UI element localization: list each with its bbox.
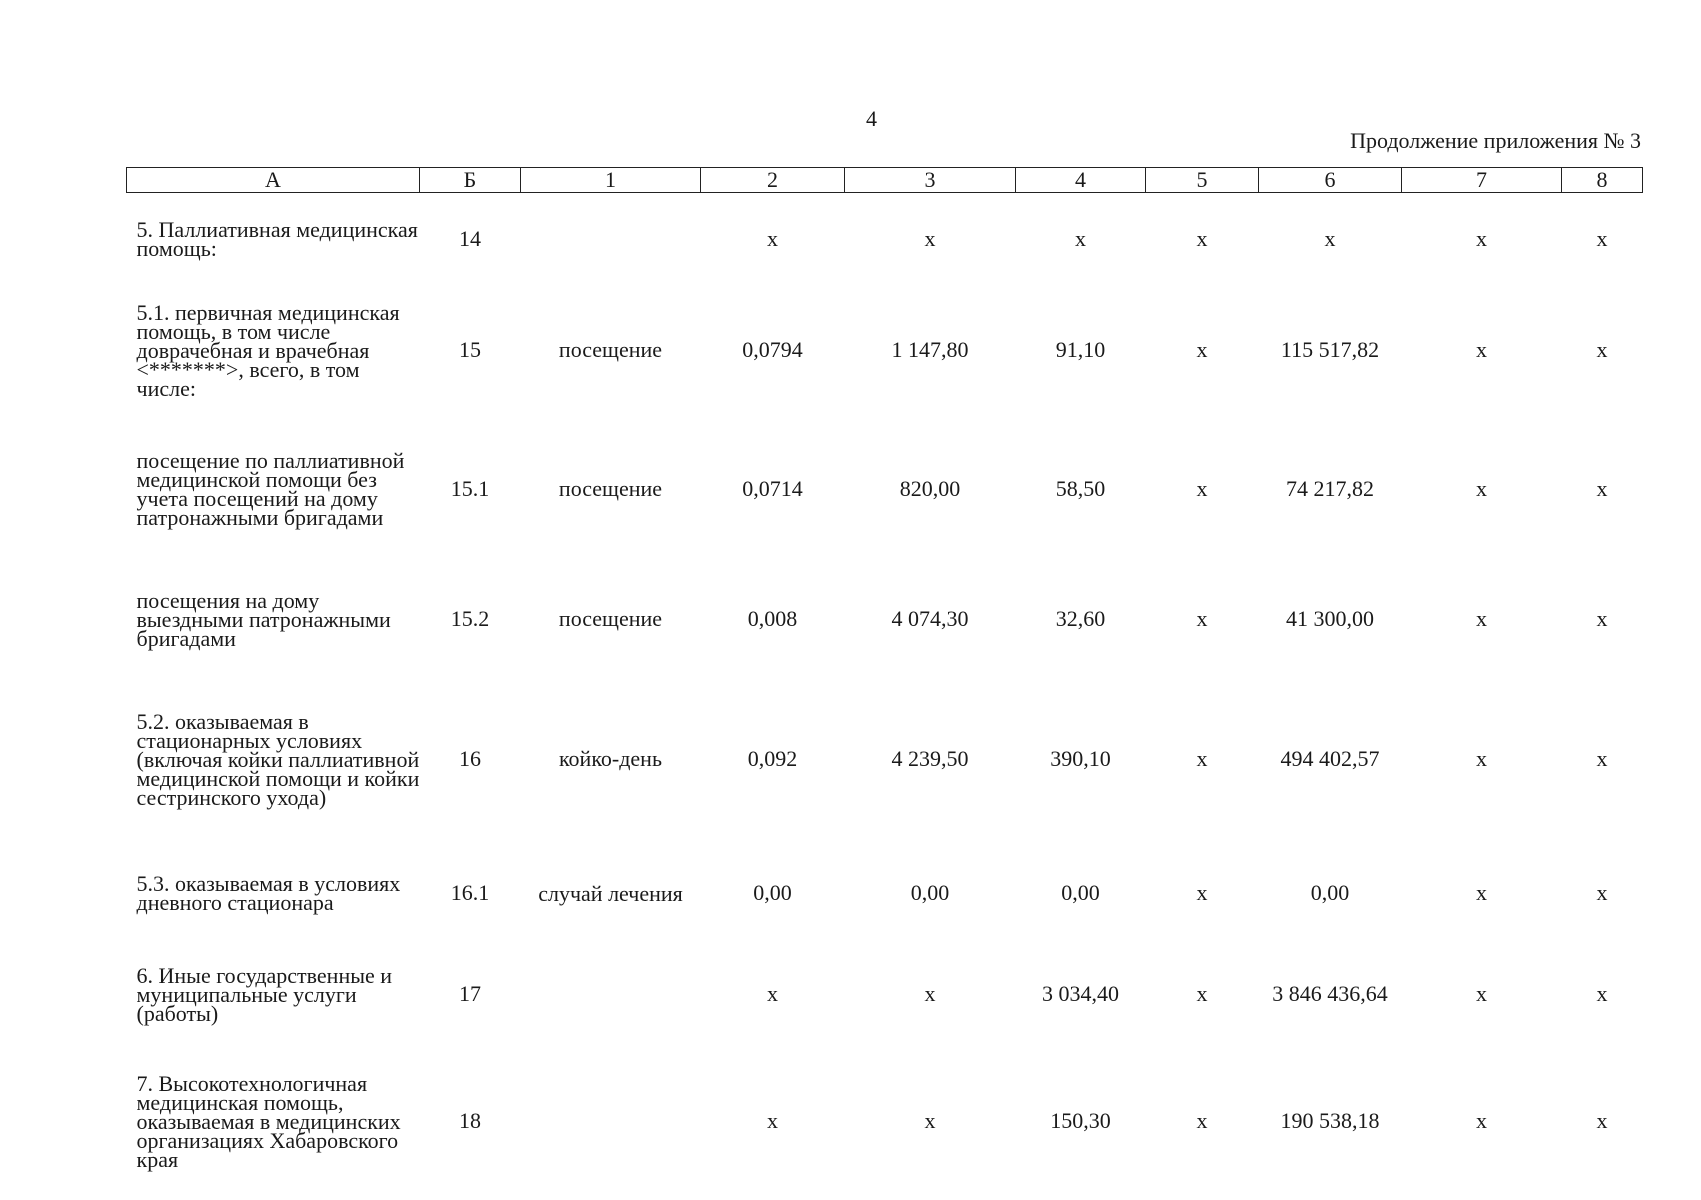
cell-col-4: 150,30 <box>1050 1108 1111 1133</box>
row-unit: посещение <box>558 337 663 362</box>
row-description: 5.3. оказываемая в условиях дневного стационара <box>136 871 401 915</box>
cell-col-7: x <box>1476 880 1487 905</box>
cell-col-3: 4 239,50 <box>891 746 969 771</box>
row-code: 17 <box>459 981 481 1006</box>
cell-col-4: x <box>1075 226 1086 251</box>
column-header: 1 <box>521 168 701 193</box>
cell-col-5: x <box>1196 606 1208 631</box>
table-row <box>127 285 1643 415</box>
cell-col-8: x <box>1596 981 1608 1006</box>
cell-col-2: 0,008 <box>747 606 798 631</box>
row-description: 6. Иные государственные и муниципальные услуги (работы) <box>136 962 393 1026</box>
cell-col-7: x <box>1476 606 1487 631</box>
cell-col-3: 1 147,80 <box>891 337 969 362</box>
cell-col-7: x <box>1476 337 1487 362</box>
row-code: 15.2 <box>450 606 490 631</box>
cell-col-7: x <box>1476 981 1487 1006</box>
cell-col-3: 820,00 <box>899 476 961 501</box>
cell-col-6: 190 538,18 <box>1280 1108 1380 1133</box>
cell-col-8: x <box>1596 880 1608 905</box>
table-header-row <box>127 168 1643 193</box>
cell-col-3: 0,00 <box>910 880 950 905</box>
table-row <box>127 843 1643 943</box>
continuation-label: Продолжение приложения № 3 <box>1350 128 1641 153</box>
data-table <box>126 167 1643 1197</box>
row-description: посещения на дому выездными патронажными бригадами <box>136 587 391 651</box>
row-unit: посещение <box>558 606 663 631</box>
cell-col-3: x <box>924 1108 936 1133</box>
cell-col-2: 0,0794 <box>742 337 803 362</box>
cell-col-2: x <box>767 226 778 251</box>
cell-col-3: 4 074,30 <box>891 606 969 631</box>
cell-col-4: 91,10 <box>1055 337 1106 362</box>
cell-col-7: x <box>1476 746 1487 771</box>
cell-col-6: 3 846 436,64 <box>1272 981 1388 1006</box>
cell-col-8: x <box>1596 606 1608 631</box>
column-header: 2 <box>701 168 845 193</box>
cell-col-2: 0,00 <box>753 880 792 905</box>
cell-col-6: x <box>1324 226 1336 251</box>
cell-col-2: 0,0714 <box>742 476 803 501</box>
cell-col-2: x <box>767 981 778 1006</box>
cell-col-6: 115 517,82 <box>1280 337 1380 362</box>
cell-col-6: 41 300,00 <box>1286 606 1374 631</box>
column-header: А <box>127 168 420 193</box>
cell-col-2: x <box>767 1108 778 1133</box>
cell-col-8: x <box>1596 337 1608 362</box>
table-row <box>127 1045 1643 1197</box>
row-unit <box>521 193 701 286</box>
cell-col-4: 0,00 <box>1061 880 1100 905</box>
page-number: 4 <box>866 106 877 131</box>
table-row <box>127 563 1643 675</box>
cell-col-5: x <box>1196 1108 1208 1133</box>
column-header: 8 <box>1562 168 1643 193</box>
column-header: 4 <box>1016 168 1146 193</box>
column-header: 7 <box>1402 168 1562 193</box>
cell-col-8: x <box>1596 226 1608 251</box>
table-row <box>127 675 1643 843</box>
cell-col-6: 494 402,57 <box>1280 746 1380 771</box>
cell-col-5: x <box>1196 746 1208 771</box>
row-description: 5.1. первичная медицинская помощь, в том числе доврачебная и врачебная <*******>, всего, в том числе: <box>136 299 400 401</box>
cell-col-5: x <box>1196 226 1208 251</box>
row-description: посещение по паллиативной медицинской помощи без учета посещений на дому патронажными бригадами <box>136 448 405 530</box>
row-code: 14 <box>459 226 481 251</box>
cell-col-8: x <box>1596 1108 1608 1133</box>
cell-col-4: 32,60 <box>1055 606 1106 631</box>
column-header: 5 <box>1146 168 1259 193</box>
cell-col-5: x <box>1196 981 1208 1006</box>
row-unit: случай лечения <box>538 880 683 906</box>
column-header: Б <box>420 168 521 193</box>
table-row <box>127 415 1643 563</box>
cell-col-2: 0,092 <box>747 746 798 771</box>
cell-col-4: 390,10 <box>1050 746 1111 771</box>
cell-col-7: x <box>1476 476 1487 501</box>
row-code: 15.1 <box>450 476 490 501</box>
cell-col-3: x <box>924 226 936 251</box>
row-unit <box>521 943 701 1045</box>
cell-col-7: x <box>1476 226 1487 251</box>
cell-col-3: x <box>924 981 936 1006</box>
column-header: 6 <box>1259 168 1402 193</box>
row-code: 18 <box>459 1108 481 1133</box>
row-description: 7. Высокотехнологичная медицинская помощь, оказываемая в медицинских организациях Хабаровского края <box>136 1070 401 1172</box>
cell-col-7: x <box>1476 1108 1487 1133</box>
row-description: 5.2. оказываемая в стационарных условиях (включая койки паллиативной медицинской помощи и койки сестринского ухода) <box>136 708 420 810</box>
cell-col-6: 74 217,82 <box>1286 476 1374 501</box>
column-header: 3 <box>845 168 1016 193</box>
row-code: 16.1 <box>450 880 490 905</box>
row-code: 16 <box>459 746 481 771</box>
table-row <box>127 193 1643 286</box>
cell-col-4: 58,50 <box>1055 476 1106 501</box>
cell-col-4: 3 034,40 <box>1042 981 1119 1006</box>
row-description: 5. Паллиативная медицинская помощь: <box>136 217 418 261</box>
cell-col-5: x <box>1196 476 1208 501</box>
cell-col-6: 0,00 <box>1310 880 1350 905</box>
row-unit: посещение <box>558 476 663 501</box>
table-row <box>127 943 1643 1045</box>
row-unit <box>521 1045 701 1197</box>
cell-col-8: x <box>1596 476 1608 501</box>
row-unit: койко-день <box>558 746 662 771</box>
cell-col-8: x <box>1596 746 1608 771</box>
row-code: 15 <box>459 337 481 362</box>
cell-col-5: x <box>1196 880 1208 905</box>
cell-col-5: x <box>1196 337 1208 362</box>
